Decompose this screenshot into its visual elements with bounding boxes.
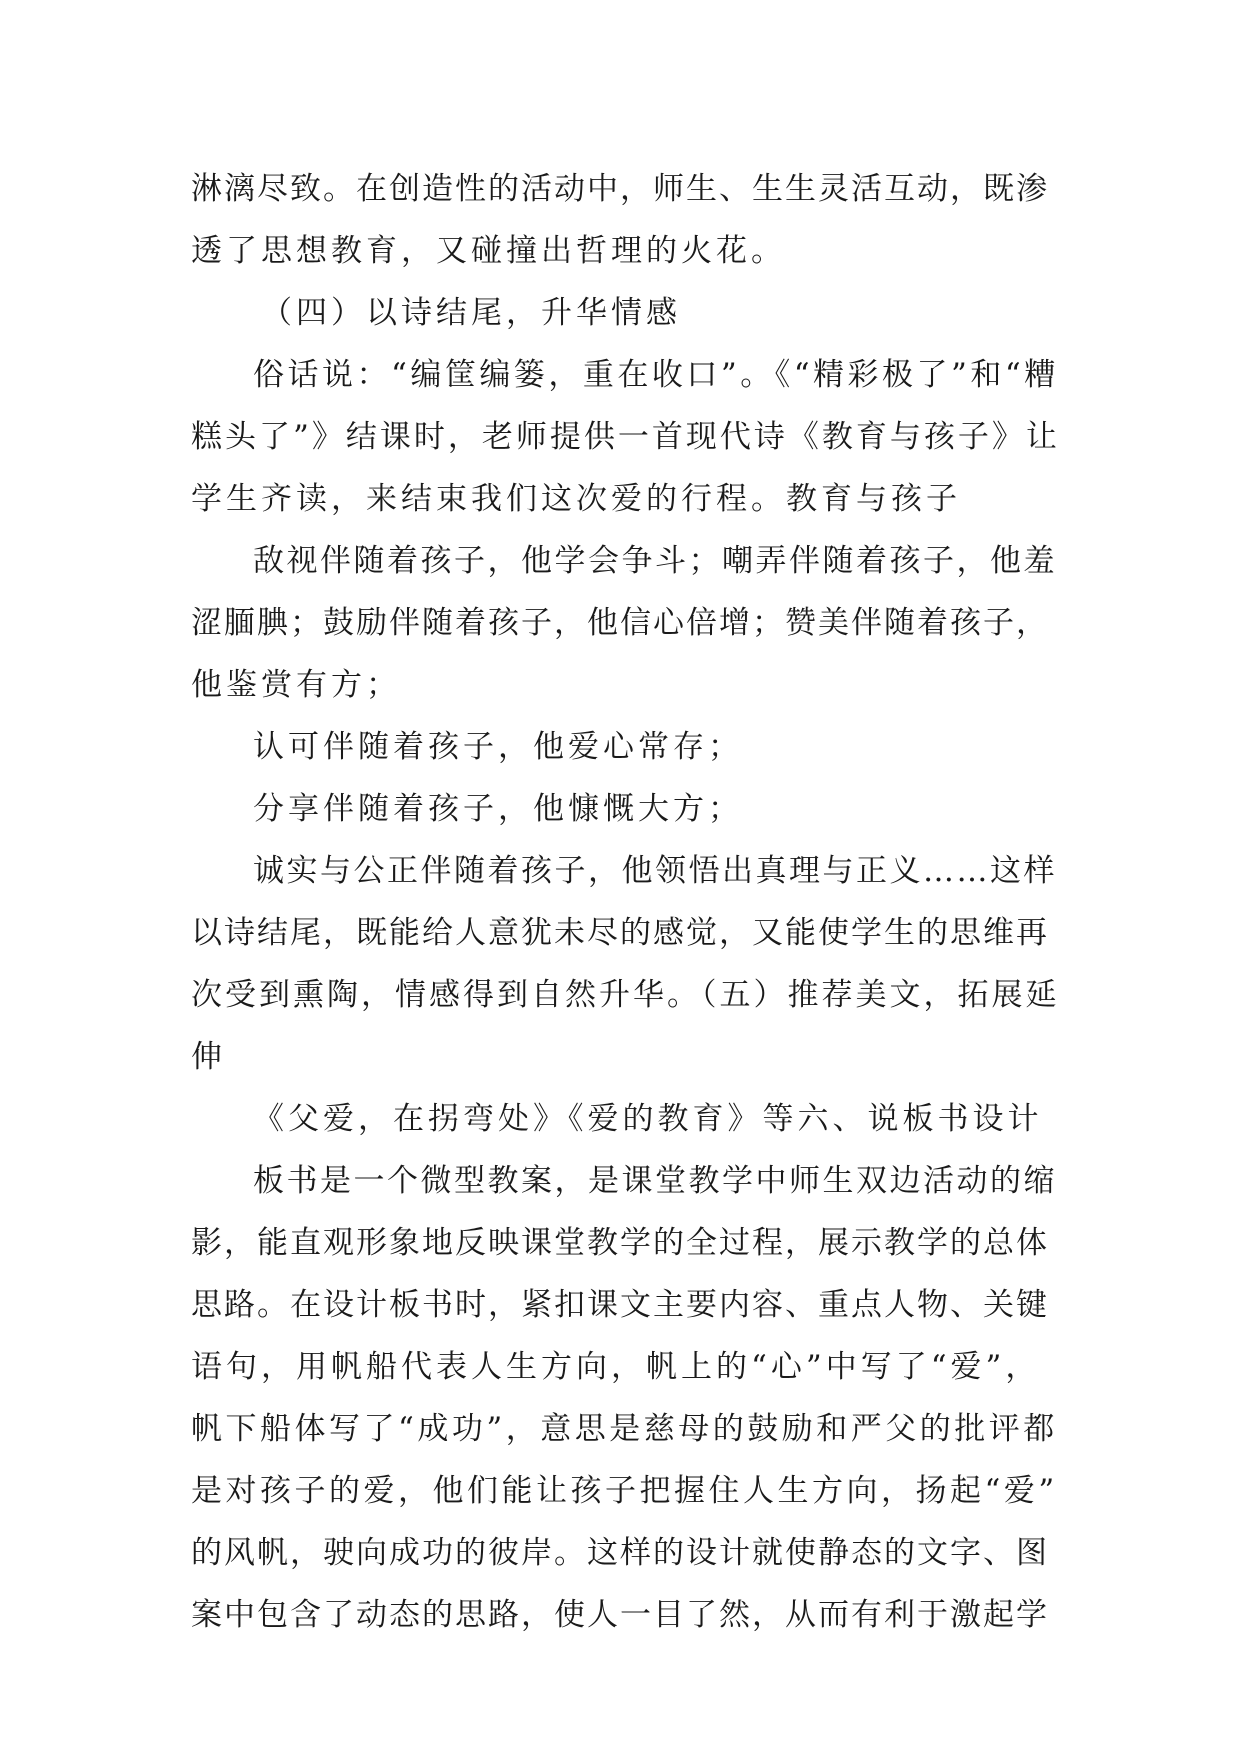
text-line: 他鉴赏有方； <box>191 667 401 703</box>
paragraph-start-line: 分享伴随着孩子，他慷慨大方； <box>253 791 743 827</box>
text-line: 的风帆，驶向成功的彼岸。这样的设计就使静态的文字、图 <box>191 1535 1049 1571</box>
paragraph-start-line: 认可伴随着孩子，他爱心常存； <box>253 729 743 765</box>
text-line: 案中包含了动态的思路，使人一目了然，从而有利于激起学 <box>191 1597 1049 1633</box>
text-line: 影，能直观形象地反映课堂教学的全过程，展示教学的总体 <box>191 1225 1049 1261</box>
text-line: 思路。在设计板书时，紧扣课文主要内容、重点人物、关键 <box>191 1287 1049 1323</box>
text-line: 透了思想教育，又碰撞出哲理的火花。 <box>191 233 786 269</box>
text-line: 涩腼腆；鼓励伴随着孩子，他信心倍增；赞美伴随着孩子， <box>191 605 1049 641</box>
text-line: 伸 <box>191 1039 226 1075</box>
paragraph-start-line: 俗话说：“编筐编篓，重在收口”。《“精彩极了”和“糟 <box>253 357 1059 393</box>
text-line: 糕头了”》结课时，老师提供一首现代诗《教育与孩子》让 <box>191 419 1060 455</box>
text-line: 学生齐读，来结束我们这次爱的行程。教育与孩子 <box>191 481 961 517</box>
text-line: 淋漓尽致。在创造性的活动中，师生、生生灵活互动，既渗 <box>191 171 1049 207</box>
document-body <box>191 158 1061 1646</box>
text-line: 语句，用帆船代表人生方向，帆上的“心”中写了“爱”， <box>191 1349 1041 1385</box>
text-line: 是对孩子的爱，他们能让孩子把握住人生方向，扬起“爱” <box>191 1473 1058 1509</box>
text-line: 次受到熏陶，情感得到自然升华。（五）推荐美文，拓展延 <box>191 977 1060 1013</box>
paragraph-start-line: 诚实与公正伴随着孩子，他领悟出真理与正义……这样 <box>253 853 1057 889</box>
text-line: 帆下船体写了“成功”，意思是慈母的鼓励和严父的批评都 <box>191 1411 1058 1447</box>
paragraph-start-line: 《父爱，在拐弯处》《爱的教育》等六、说板书设计 <box>253 1101 1043 1137</box>
paragraph-start-line: 敌视伴随着孩子，他学会争斗；嘲弄伴随着孩子，他羞 <box>253 543 1057 579</box>
paragraph-start-line: 板书是一个微型教案，是课堂教学中师生双边活动的缩 <box>253 1163 1057 1199</box>
section-heading: （四）以诗结尾，升华情感 <box>261 295 681 331</box>
text-line: 以诗结尾，既能给人意犹未尽的感觉，又能使学生的思维再 <box>191 915 1049 951</box>
